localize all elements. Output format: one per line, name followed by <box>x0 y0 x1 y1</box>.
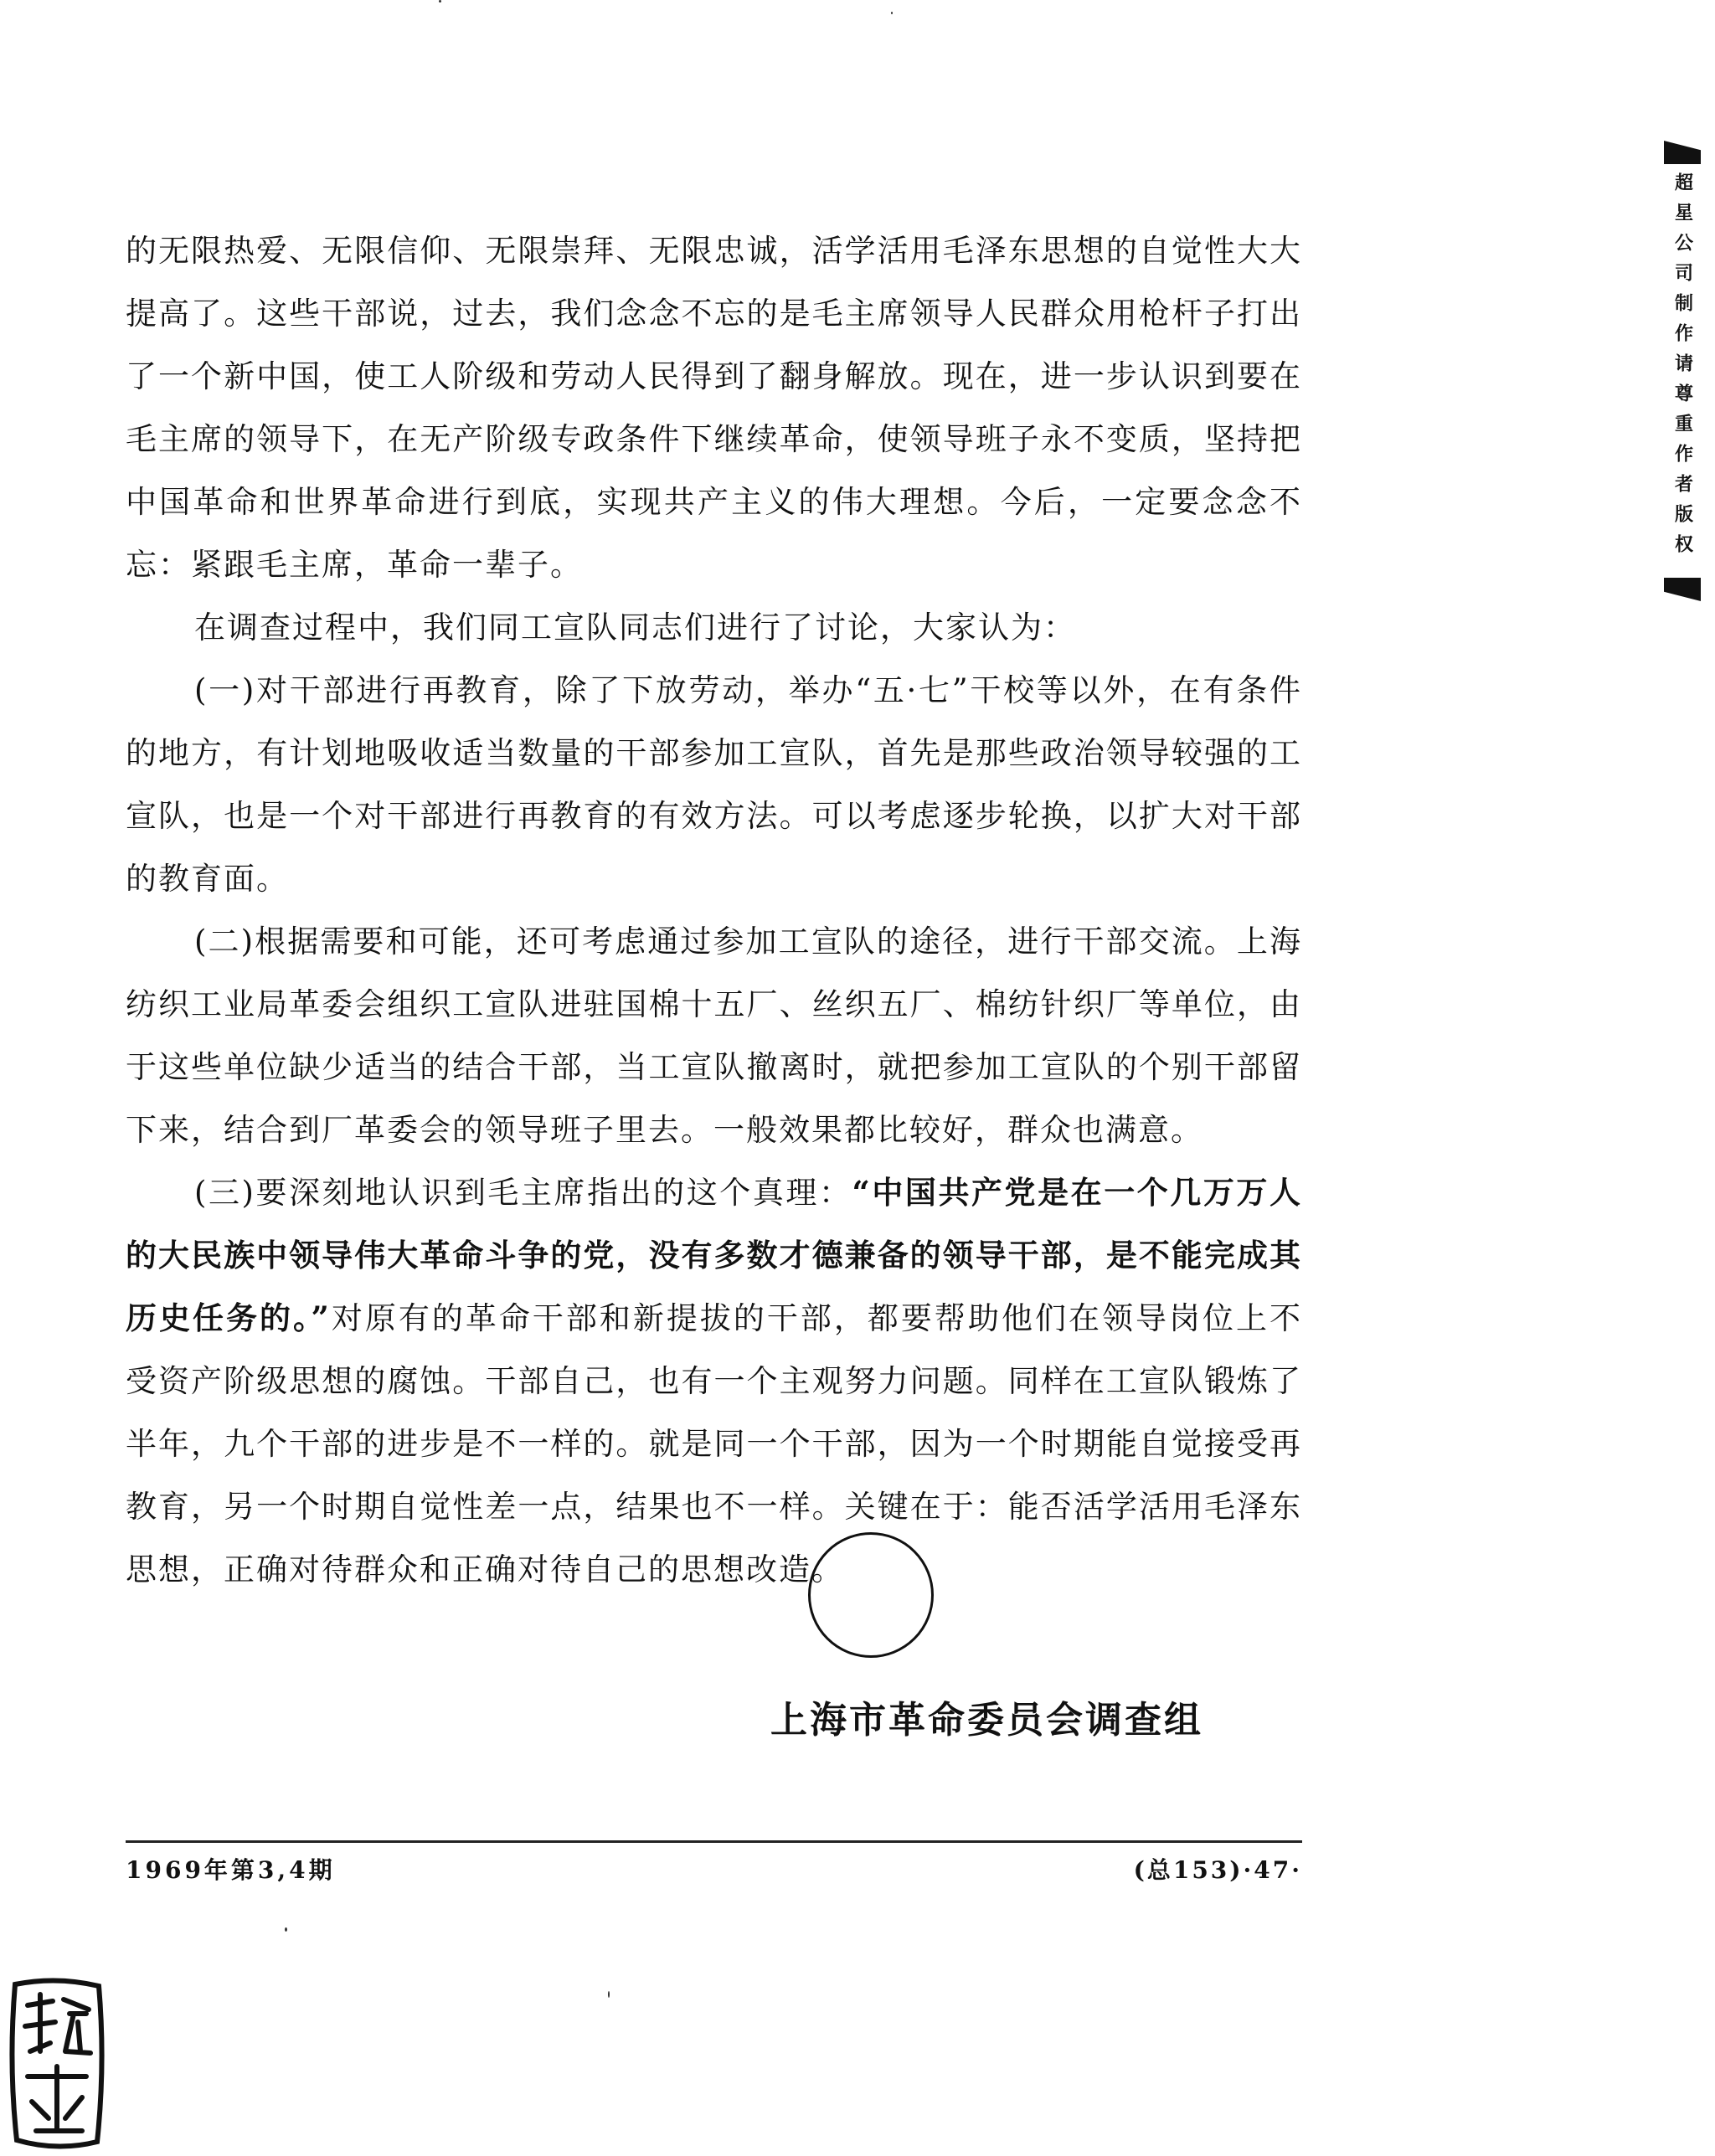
author-signature: 上海市革命委员会调查组 <box>770 1699 1203 1742</box>
paragraph-5-lead: (三)要深刻地认识到毛主席指出的这个真理： <box>194 1175 852 1211</box>
paragraph-3: (一)对干部进行再教育，除了下放劳动，举办“五·七”干校等以外，在有条件的地方，有计划地吸收适当数量的干部参加工宣队，首先是那些政治领导较强的工宣队，也是一个对干部进行再教育的有效方法。可以考虑逐步轮换，以扩大对干部的教育面。 <box>126 672 1302 897</box>
paragraph-5 <box>126 1161 1302 1601</box>
footer-page-number: (总153)·47· <box>1133 1856 1302 1884</box>
paragraph-2: 在调查过程中，我们同工宣队同志们进行了讨论，大家认为： <box>194 610 1076 646</box>
handwritten-circle-mark <box>808 1532 934 1658</box>
scan-speck <box>439 0 441 3</box>
copyright-tab <box>1664 141 1701 601</box>
mao-quote: “中国共产党是在一个几万万人的大民族中领导伟大革命斗争的党，没有多数才德兼备的领导干部，是不能完成其历史任务的。” <box>126 1174 1302 1336</box>
paragraph-1: 的无限热爱、无限信仰、无限崇拜、无限忠诚，活学活用毛泽东思想的自觉性大大提高了。这些干部说，过去，我们念念不忘的是毛主席领导人民群众用枪杆子打出了一个新中国，使工人阶级和劳动人民得到了翻身解放。现在，进一步认识到要在毛主席的领导下，在无产阶级专政条件下继续革命，使领导班子永不变质，坚持把中国革命和世界革命进行到底，实现共产主义的伟大理想。今后，一定要念念不忘：紧跟毛主席，革命一辈子。 <box>126 233 1302 583</box>
copyright-tab-bottom-bar <box>1664 578 1701 601</box>
scan-speck <box>891 12 893 14</box>
paragraph-4: (二)根据需要和可能，还可考虑通过参加工宣队的途径，进行干部交流。上海纺织工业局革委会组织工宣队进驻国棉十五厂、丝织五厂、棉纺针织厂等单位，由于这些单位缺少适当的结合干部，当工宣队撤离时，就把参加工宣队的个别干部留下来，结合到厂革委会的领导班子里去。一般效果都比较好，群众也满意。 <box>126 924 1302 1148</box>
paragraph-5-rest: 对原有的革命干部和新提拔的干部，都要帮助他们在领导岗位上不受资产阶级思想的腐蚀。干部自己，也有一个主观努力问题。同样在工宣队锻炼了半年，九个干部的进步是不一样的。就是同一个干部，因为一个时期能自觉接受再教育，另一个时期自觉性差一点，结果也不一样。关键在于：能否活学活用毛泽东思想，正确对待群众和正确对待自己的思想改造。 <box>126 1300 1302 1587</box>
scan-speck <box>285 1927 287 1932</box>
library-seal-stamp <box>7 1976 107 2152</box>
copyright-tab-top-bar <box>1664 141 1701 164</box>
copyright-tab-text: 超星公司制作请尊重作者版权 <box>1671 172 1693 564</box>
scan-speck <box>608 1991 610 1998</box>
footer-issue: 1969年第3,4期 <box>126 1856 336 1884</box>
article-body <box>126 219 1302 1601</box>
footer-rule <box>126 1840 1302 1843</box>
